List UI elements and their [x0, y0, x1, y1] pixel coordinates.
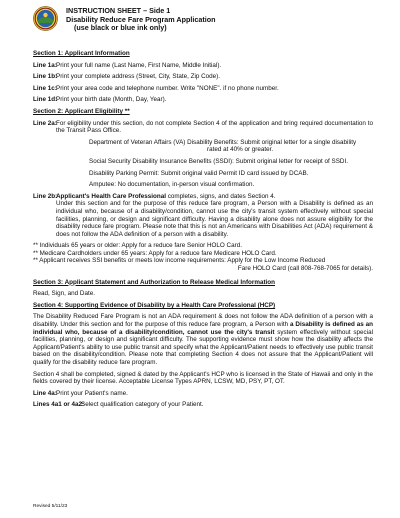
parking-permit: Disability Parking Permit: Submit original valid Permit ID card issued by DCAB. — [89, 169, 309, 177]
line-2b-label: Line 2b: — [33, 192, 58, 200]
city-seal-logo — [33, 6, 58, 31]
line-4a-text: Print your Patient's name. — [56, 389, 128, 397]
line-4a — [33, 390, 373, 398]
va-benefits-line2: rated at 40% or greater. — [207, 146, 274, 154]
line-1c — [33, 85, 373, 93]
line-2b — [33, 193, 373, 201]
line-1c-text: Print your area code and telephone number. Write "NONE". if no phone number. — [56, 84, 279, 92]
header-title-block — [66, 7, 216, 33]
section-3-title: Section 3: Applicant Statement and Authorization to Release Medical Information — [33, 278, 275, 286]
ink-note: (use black or blue ink only) — [74, 23, 167, 33]
note-medicare: ** Medicare Cardholders under 65 years: Apply for a reduce fare Medicare HOLO Card. — [33, 249, 277, 257]
section-4-p1-start: The Disability Reduced Fare Program is not an ADA requirement & does not follow the ADA definition of a person with a disability. Under this section and for the purpose of this reduce fare program, a Person with — [33, 313, 373, 329]
line-2b-text: Under this section and for the purpose of this reduce fare program, a Person with a Disability is defined as an individual who, because of a disability/condition, cannot use the city's transit system effectively without special facilities, planning, or design and significant difficulty. Having a disability alone does not assure eligibility for the disability reduce fare program. Please note that this is not an Americans with Disabilities Act (ADA) requirement & does not follow the ADA definition of a person with a disability. — [56, 200, 373, 238]
section-4-p1-end: system effectively without special facilities, planning, or design and significant difficulty. The supporting evidence must show how the disability affects the Applicant/Patient's ability to use public transit and specify what the Applicant/Patient needs to effectively use public transit based on the disability/condition. Please note that completing Section 4 does not assure that the Applicant/Patient will qualify for the disability reduce fare program. — [33, 328, 373, 366]
header — [33, 6, 373, 46]
line-2b-intro: completes, signs, and dates Section 4. — [165, 192, 276, 200]
note-low-income-cont: Fare HOLO Card (call 808-768-7065 for details). — [237, 265, 373, 273]
section-4-paragraph-2: Section 4 shall be completed, signed & dated by the Applicant's HCP who is licensed in the State of Hawaii and only in the fields covered by their license. Acceptable License Types APRN, LCSW, MD, PSY, PT, OT. — [33, 370, 373, 386]
line-1b-label: Line 1b: — [33, 73, 58, 81]
line-2a — [33, 120, 373, 135]
line-4a-label: Line 4a: — [33, 389, 57, 397]
section-3-text: Read, Sign, and Date. — [33, 290, 95, 298]
section-2-title: Section 2: Applicant Eligibility ** — [33, 107, 130, 115]
section-4-title: Section 4: Supporting Evidence of Disability by a Health Care Professional (HCP) — [33, 301, 276, 309]
line-1a-label: Line 1a: — [33, 61, 57, 69]
ssdi-benefits: Social Security Disability Insurance Benefits (SSDI): Submit original letter for receipt of SSDI. — [89, 157, 348, 165]
line-1b — [33, 73, 373, 81]
line-2b-hcp-bold: Applicant's Health Care Professional — [56, 192, 166, 200]
note-low-income: ** Applicant receives SSI benefits or meets low income requirements: Apply for the Low Income Reduced — [33, 257, 326, 265]
instructions-body — [33, 50, 373, 409]
line-4a1-4a2 — [33, 401, 373, 409]
line-1a-text: Print your full name (Last Name, First Name, Middle Initial). — [56, 61, 222, 69]
note-seniors: ** Individuals 65 years or older: Apply for a reduce fare Senior HOLO Card. — [33, 242, 242, 250]
amputee: Amputee: No documentation, in-person visual confirmation. — [89, 181, 255, 189]
line-1a — [33, 62, 373, 70]
line-1b-text: Print your complete address (Street, City, State, Zip Code). — [56, 73, 221, 81]
line-1c-label: Line 1c: — [33, 84, 57, 92]
line-1d — [33, 96, 373, 104]
section-4-paragraph-1 — [33, 313, 373, 366]
va-benefits-line1: Department of Veteran Affairs (VA) Disability Benefits: Submit original letter for a single disability — [89, 138, 357, 146]
revision-date: Revised 5/11/23 — [33, 504, 68, 509]
program-title: Disability Reduce Fare Program Application — [66, 14, 216, 24]
line-4a1-text: Select qualification category of your Patient. — [81, 401, 204, 409]
section-1-title: Section 1: Applicant Information — [33, 50, 130, 57]
sheet-title: INSTRUCTION SHEET – Side 1 — [66, 6, 171, 15]
line-2a-label: Line 2a: — [33, 119, 57, 127]
va-benefits — [33, 139, 373, 154]
line-1d-text: Print your birth date (Month, Day, Year). — [56, 96, 167, 104]
section-4-p1-bold: a Disability is defined as an individual who, because of a disability/condition, cannot use the city's transit — [33, 321, 373, 336]
line-4a1-label: Lines 4a1 or 4a2: — [33, 401, 85, 409]
line-1d-label: Line 1d: — [33, 96, 58, 104]
line-2a-text: For eligibility under this section, do not complete Section 4 of the application and bring required documentation to the Transit Pass Office. — [56, 119, 373, 135]
